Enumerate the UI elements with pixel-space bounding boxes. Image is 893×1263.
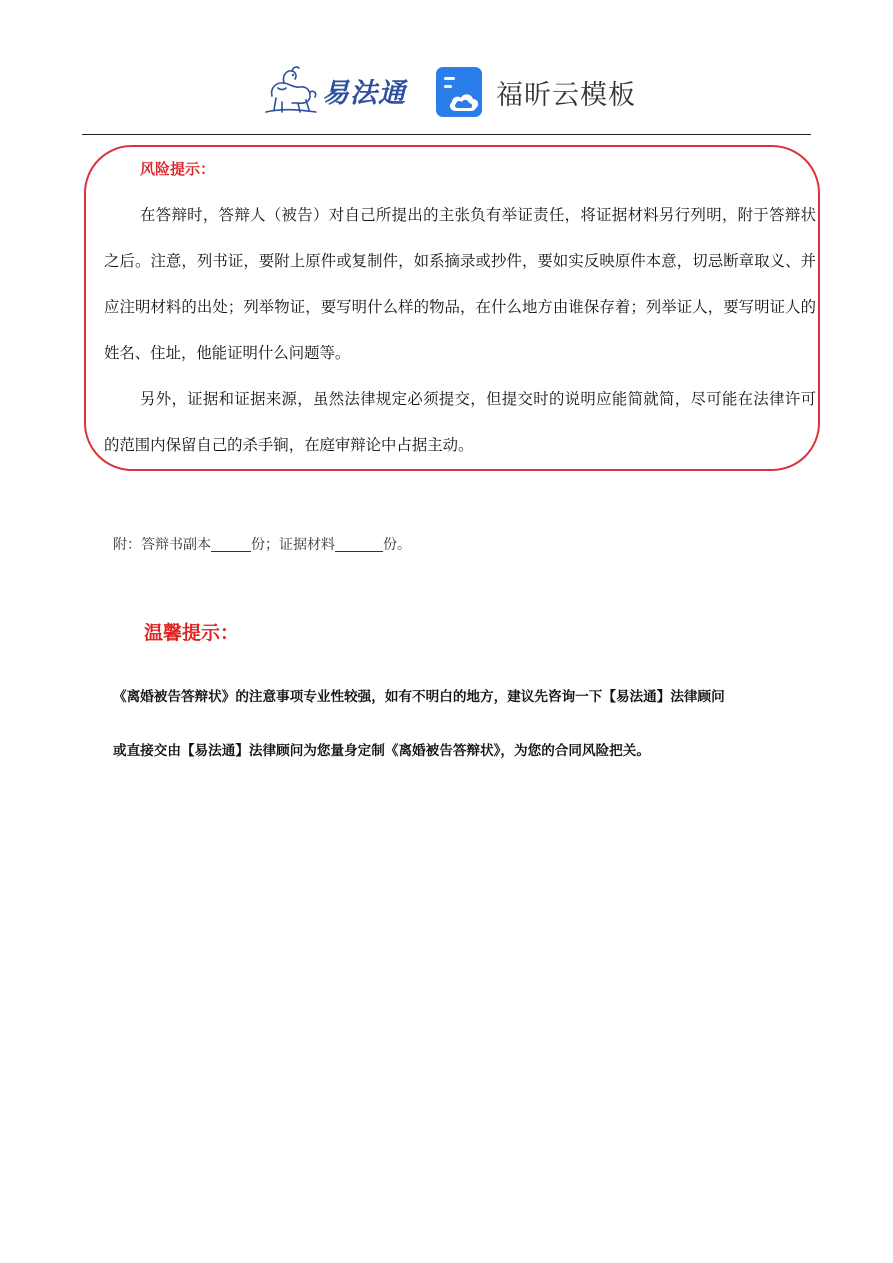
foxit-cloud-template-text: 福昕云模板 (496, 79, 636, 111)
risk-paragraph: 另外，证据和证据来源，虽然法律规定必须提交，但提交时的说明应能简就简，尽可能在法律许可的范围内保留自己的杀手锏，在庭审辩论中占据主动。 (104, 390, 816, 454)
evidence-blank (335, 537, 383, 552)
foxit-cloud-template-logo (436, 66, 636, 118)
risk-paragraph: 在答辩时，答辩人（被告）对自己所提出的主张负有举证责任，将证据材料另行列明，附于答辩状之后。注意，列书证，要附上原件或复制件，如系摘录或抄件，要如实反映原件本意，切忌断章取义、并应注明材料的出处；列举物证，要写明什么样的物品，在什么地方由谁保存着；列举证人，要写明证人的姓名、住址，他能证明什么问题等。 (104, 206, 816, 362)
risk-notice-body (104, 192, 816, 468)
copies-blank (211, 537, 251, 552)
attachment-line (113, 534, 411, 554)
warm-reminder-body (113, 670, 813, 778)
attachment-middle: 份；证据材料 (251, 537, 335, 553)
yifatong-logo (262, 62, 412, 118)
warm-reminder-line: 或直接交由【易法通】法律顾问为您量身定制《离婚被告答辩状》，为您的合同风险把关。 (113, 743, 650, 759)
foxit-cloud-logo-icon (436, 67, 486, 117)
risk-notice-title: 风险提示： (140, 160, 216, 178)
warm-reminder-line: 《离婚被告答辩状》的注意事项专业性较强，如有不明白的地方，建议先咨询一下【易法通】法律顾问 (113, 689, 725, 705)
yifatong-logo-text: 易法通 (322, 77, 406, 109)
page-header (0, 56, 893, 126)
qilin-logo-icon (262, 62, 320, 118)
attachment-suffix: 份。 (383, 537, 411, 553)
warm-reminder-title: 温馨提示： (144, 622, 240, 644)
attachment-prefix: 附：答辩书副本 (113, 537, 211, 553)
header-divider (82, 134, 811, 135)
